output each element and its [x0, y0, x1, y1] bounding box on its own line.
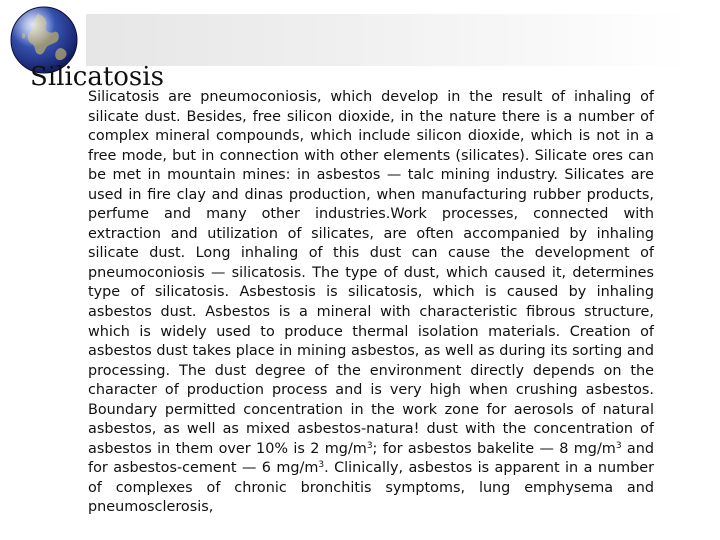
body-text-segment: Silicatosis are pneumoconiosis, which develop in the result of inhaling of silicate dust. Besides, free silicon dioxide, in the nature there is a number of complex mineral compounds, which include silicon dioxide, which is not in a free mode, but in connection with other elements (silicates). Silicate ores can be met in mountain mines: in asbestos — talc mining industry. Silicates are used in fire clay and dinas production, when manufacturing rubber products, perfume and many other industries.Work processes, connected with extraction and utilization of silicates, are often accompanied by inhaling silicate dust. Long inhaling of this dust can cause the development of pneumoconiosis — silicatosis. The type of dust, which caused it, determines type of silicatosis. Asbestosis is silicatosis, which is caused by inhaling asbestos dust. Asbestos is a mineral with characteristic fibrous structure, which is widely used to produce thermal isolation materials. Creation of asbestos dust takes place in mining asbestos, as well as during its sorting and processing. The dust degree of the environment directly depends on the character of production process and is very high when crushing asbestos. Boundary permitted concentration in the work zone for aerosols of natural asbestos, as well as mixed asbestos-natura! dust with the concentration of asbestos in them over 10% is 2 mg/m: [88, 89, 654, 457]
body-text-segment: . Clinically, asbestos is apparent in a number of complexes of chronic bronchitis symptoms, lung emphysema and pneumosclerosis,: [88, 460, 654, 516]
superscript: 3: [615, 440, 622, 451]
superscript: 3: [318, 460, 325, 471]
superscript: 3: [366, 440, 373, 451]
body-text-segment: ; for asbestos bakelite — 8 mg/m: [372, 440, 616, 457]
body-text-segment: and for asbestos-cement — 6 mg/m: [88, 440, 654, 477]
slide-title: Silicatosis: [30, 62, 164, 92]
body-paragraph: [88, 88, 654, 518]
header-band: [86, 14, 690, 66]
